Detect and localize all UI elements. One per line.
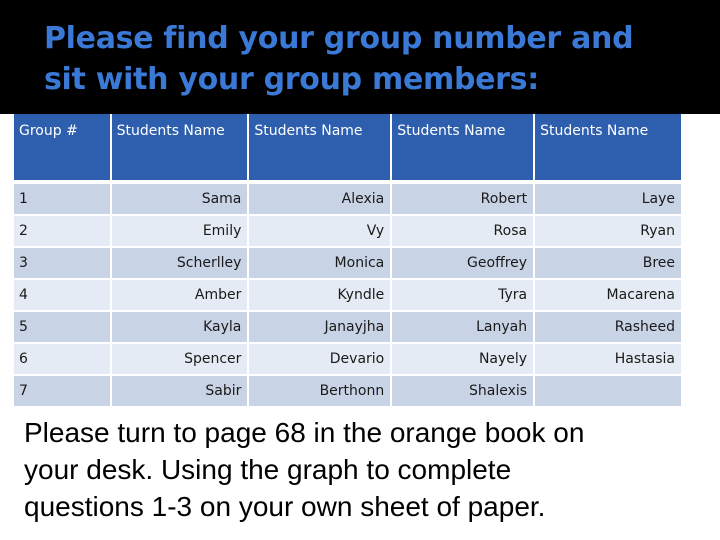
group-number-cell: 5	[14, 310, 110, 342]
group-number-cell: 2	[14, 214, 110, 246]
group-number-cell: 6	[14, 342, 110, 374]
header-group-number: Group #	[14, 114, 110, 180]
header-students-name: Students Name	[535, 114, 681, 180]
group-number-cell: 4	[14, 278, 110, 310]
student-name-cell: Bree	[535, 246, 681, 278]
student-name-cell: Kayla	[112, 310, 248, 342]
student-name-cell: Laye	[535, 180, 681, 214]
group-number-cell: 3	[14, 246, 110, 278]
student-name-cell: Alexia	[249, 180, 390, 214]
student-name-cell: Devario	[249, 342, 390, 374]
student-name-cell: Janayjha	[249, 310, 390, 342]
table-row	[14, 342, 681, 374]
student-name-cell: Lanyah	[392, 310, 533, 342]
header-students-name: Students Name	[112, 114, 248, 180]
student-name-cell: Monica	[249, 246, 390, 278]
instruction-line-3: questions 1-3 on your own sheet of paper.	[24, 491, 546, 522]
student-name-cell: Hastasia	[535, 342, 681, 374]
table-header-row	[14, 114, 681, 180]
student-name-cell: Emily	[112, 214, 248, 246]
table-row	[14, 214, 681, 246]
slide-title-line-1: Please find your group number and	[44, 21, 634, 56]
student-name-cell: Spencer	[112, 342, 248, 374]
student-name-cell: Rasheed	[535, 310, 681, 342]
student-name-cell: Amber	[112, 278, 248, 310]
student-name-cell: Scherlley	[112, 246, 248, 278]
student-name-cell: Sabir	[112, 374, 248, 406]
header-students-name: Students Name	[249, 114, 390, 180]
student-name-cell: Geoffrey	[392, 246, 533, 278]
student-name-cell	[535, 374, 681, 406]
student-name-cell: Nayely	[392, 342, 533, 374]
student-name-cell: Rosa	[392, 214, 533, 246]
table-row	[14, 374, 681, 406]
instruction-line-2: your desk. Using the graph to complete	[24, 454, 512, 485]
student-name-cell: Ryan	[535, 214, 681, 246]
instruction-line-1: Please turn to page 68 in the orange book on	[24, 417, 585, 448]
slide-title-line-2: sit with your group members:	[44, 62, 539, 97]
instruction-text	[24, 414, 714, 525]
group-table	[12, 114, 683, 406]
student-name-cell: Berthonn	[249, 374, 390, 406]
header-students-name: Students Name	[392, 114, 533, 180]
slide-title	[44, 18, 704, 100]
student-name-cell: Robert	[392, 180, 533, 214]
table-row	[14, 310, 681, 342]
student-name-cell: Sama	[112, 180, 248, 214]
group-number-cell: 1	[14, 180, 110, 214]
student-name-cell: Shalexis	[392, 374, 533, 406]
table-row	[14, 180, 681, 214]
student-name-cell: Tyra	[392, 278, 533, 310]
group-number-cell: 7	[14, 374, 110, 406]
student-name-cell: Kyndle	[249, 278, 390, 310]
student-name-cell: Vy	[249, 214, 390, 246]
student-name-cell: Macarena	[535, 278, 681, 310]
table-row	[14, 278, 681, 310]
table-row	[14, 246, 681, 278]
